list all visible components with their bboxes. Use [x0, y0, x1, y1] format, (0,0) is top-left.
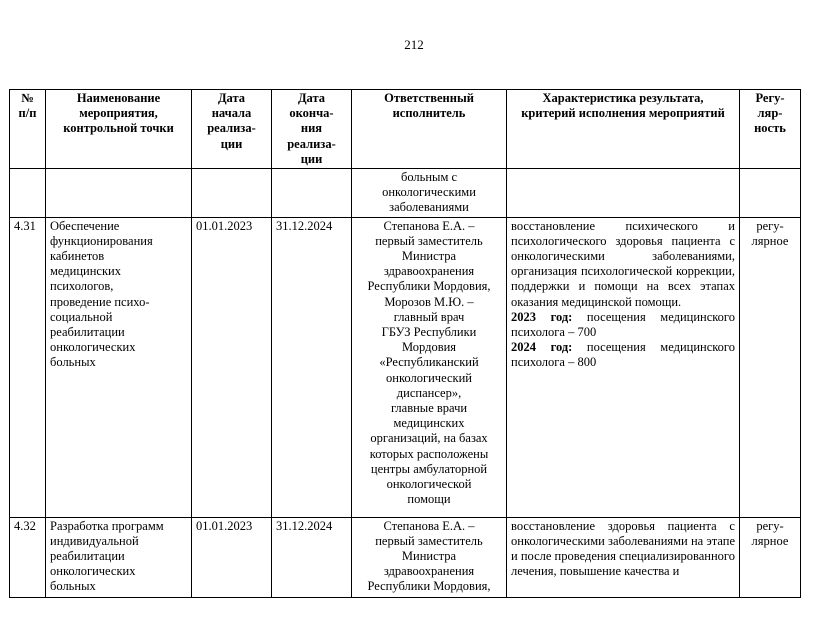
row-name: Обеспечение функционирования кабинетов медицинских психологов, проведение психо- социальной реабилитации онкологических больных	[46, 217, 192, 517]
header-start-date: Дата начала реализа- ции	[192, 90, 272, 169]
continuation-responsible: больным с онкологическими заболеваниями	[352, 169, 507, 218]
table-row	[10, 217, 801, 517]
header-row	[10, 90, 801, 169]
events-table	[9, 89, 801, 598]
table-cell	[46, 169, 192, 218]
row-result: восстановление здоровья пациента с онкологическими заболеваниями на этапе и после проведения специализированного лечения, повышение качества и	[507, 517, 740, 597]
row-num: 4.31	[10, 217, 46, 517]
header-regularity: Регу- ляр- ность	[740, 90, 801, 169]
year-label: 2023 год:	[511, 309, 573, 324]
year-value: посещения медицинского психолога – 700	[511, 309, 735, 340]
row-result	[507, 217, 740, 517]
row-end-date: 31.12.2024	[272, 517, 352, 597]
table-cell	[507, 169, 740, 218]
year-label: 2024 год:	[511, 340, 573, 355]
table-row	[10, 517, 801, 597]
row-name: Разработка программ индивидуальной реабилитации онкологических больных	[46, 517, 192, 597]
row-responsible: Степанова Е.А. – первый заместитель Министра здравоохранения Республики Мордовия, Морозов М.Ю. – главный врач ГБУЗ Республики Мордовия «Республиканский онкологический диспансер», главные врачи медицинских организаций, на базах которых расположены центры амбулаторной онкологической помощи	[352, 217, 507, 517]
table-cell	[192, 169, 272, 218]
table-cell	[272, 169, 352, 218]
row-num: 4.32	[10, 517, 46, 597]
header-end-date: Дата оконча- ния реализа- ции	[272, 90, 352, 169]
row-start-date: 01.01.2023	[192, 217, 272, 517]
header-result: Характеристика результата, критерий исполнения мероприятий	[507, 90, 740, 169]
header-name: Наименование мероприятия, контрольной точки	[46, 90, 192, 169]
row-end-date: 31.12.2024	[272, 217, 352, 517]
row-regularity: регу- лярное	[740, 217, 801, 517]
row-start-date: 01.01.2023	[192, 517, 272, 597]
table-row-continuation	[10, 169, 801, 218]
table-cell	[10, 169, 46, 218]
result-text: восстановление психического и психологического здоровья пациента с онкологическими заболеваниями, организация психологической коррекции, поддержки и помощи на всех этапах оказания медицинской помощи.	[511, 218, 735, 309]
year-value: посещения медицинского психолога – 800	[511, 340, 735, 370]
header-num: № п/п	[10, 90, 46, 169]
header-responsible: Ответственный исполнитель	[352, 90, 507, 169]
row-regularity: регу- лярное	[740, 517, 801, 597]
row-responsible: Степанова Е.А. – первый заместитель Министра здравоохранения Республики Мордовия,	[352, 517, 507, 597]
page-number: 212	[404, 37, 424, 52]
table-cell	[740, 169, 801, 218]
